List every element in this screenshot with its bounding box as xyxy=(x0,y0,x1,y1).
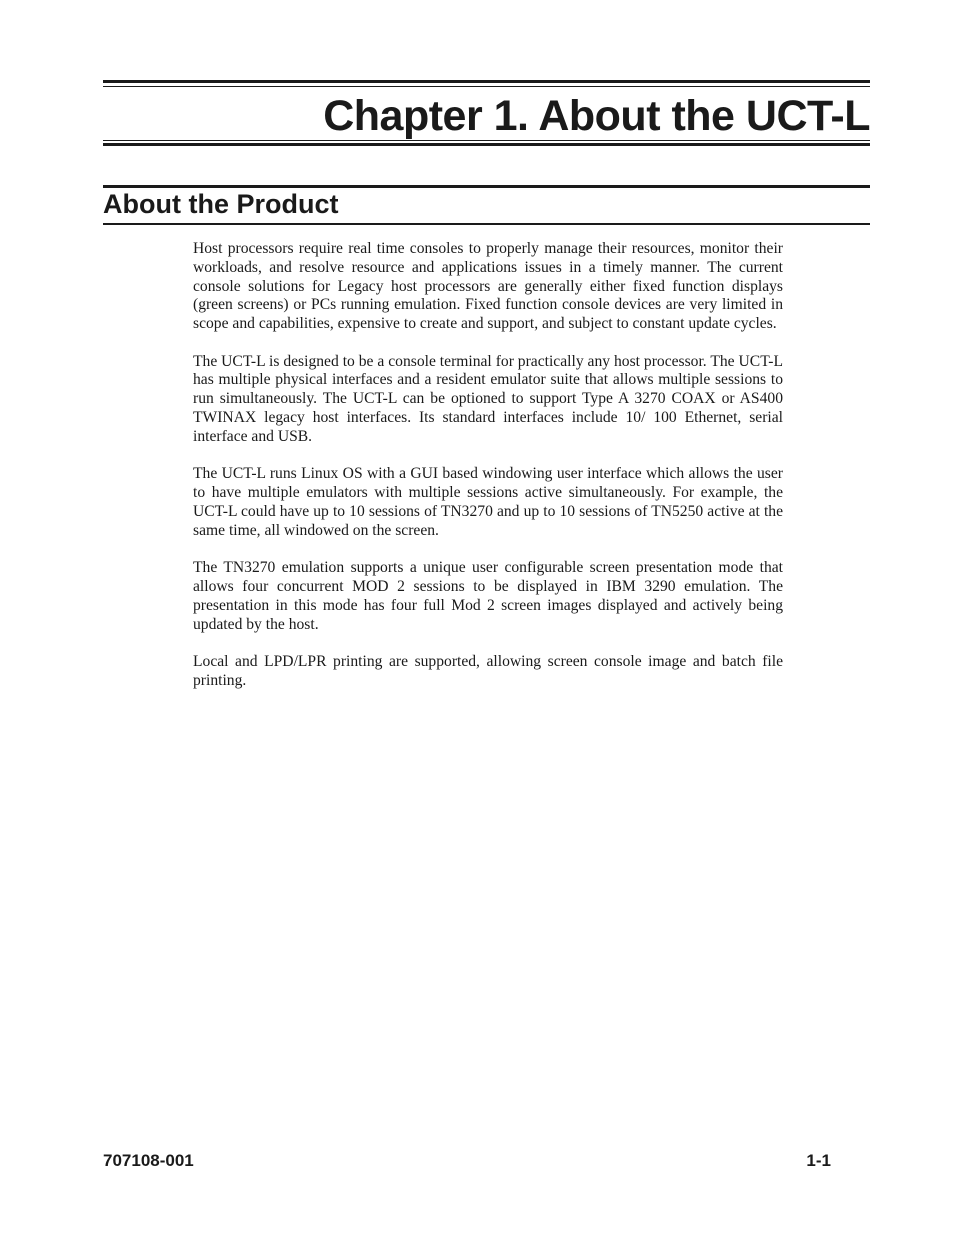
section-bottom-rule xyxy=(103,223,870,225)
paragraph: The TN3270 emulation supports a unique user configurable screen presentation mode that allows four concurrent MOD 2 sessions to be displayed in IBM 3290 emulation. The presentation in this mode has four full Mod 2 screen images displayed and actively being updated by the host. xyxy=(193,559,783,633)
footer-doc-number: 707108-001 xyxy=(103,1151,194,1170)
paragraph: The UCT-L is designed to be a console terminal for practically any host processor. The UCT-L has multiple physical interfaces and a resident emulator suite that allows multiple sessions to run simultaneously. The UCT-L can be optioned to support Type A 3270 COAX or AS400 TWINAX legacy host interfaces. Its standard interfaces include 10/ 100 Ethernet, serial interface and USB. xyxy=(193,352,783,445)
chapter-top-rule-thin xyxy=(103,86,870,87)
paragraph: The UCT-L runs Linux OS with a GUI based windowing user interface which allows the user to have multiple emulators with multiple sessions active simultaneously. For example, the UCT-L could have up to 10 sessions of TN3270 and up to 10 sessions of TN5250 active at the same time, all windowed on the screen. xyxy=(193,465,783,539)
section-title: About the Product xyxy=(103,189,339,219)
chapter-bottom-rule-thin xyxy=(103,140,870,141)
chapter-title: Chapter 1. About the UCT-L xyxy=(323,92,870,140)
chapter-bottom-rule-thick xyxy=(103,143,870,146)
footer-page-number: 1-1 xyxy=(806,1151,831,1170)
paragraph: Host processors require real time consoles to properly manage their resources, monitor their workloads, and resolve resource and applications issues in a timely manner. The current console solutions for Legacy host processors are generally either fixed function displays (green screens) or PCs running emulation. Fixed function console devices are very limited in scope and capabilities, expensive to create and support, and subject to constant update cycles. xyxy=(193,240,783,333)
paragraph: Local and LPD/LPR printing are supported, allowing screen console image and batch file printing. xyxy=(193,653,783,689)
body-text xyxy=(193,240,783,709)
chapter-top-rule-thick xyxy=(103,80,870,83)
